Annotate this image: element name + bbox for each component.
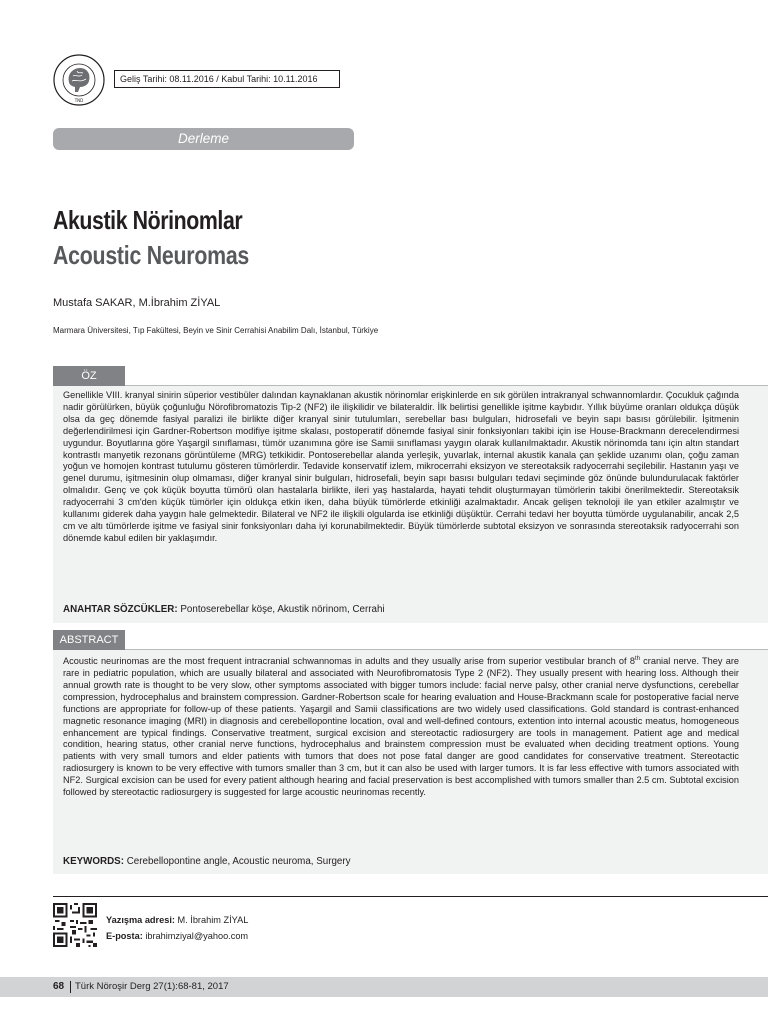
abstract-box	[53, 650, 768, 874]
divider	[53, 896, 768, 897]
abstract-keywords-value: Cerebellopontine angle, Acoustic neuroma, Surgery	[126, 856, 351, 867]
article-type-badge: Derleme	[53, 128, 354, 150]
society-logo	[53, 54, 105, 106]
email-value[interactable]: ibrahimziyal@yahoo.com	[145, 931, 249, 941]
oz-keywords	[63, 604, 385, 615]
oz-keywords-value: Pontoserebellar köşe, Akustik nörinom, Cerrahi	[180, 604, 385, 615]
address-value: M. İbrahim ZİYAL	[177, 915, 249, 925]
correspondence-address	[106, 912, 248, 928]
footer-separator	[70, 981, 71, 993]
oz-text: Genellikle VIII. kranyal sinirin süperior vestibüler dalından kaynaklanan akustik nörinomlar erişkinlerde en sık görülen intrakranyal schwannomlardır. Çocukluk çağında nadir görülürken, büyük çoğunluğu Nörofibromatozis Tip-2 (NF2) ile ilişkilidir ve bilateraldir. İlk belirtisi genellikle işitme kaybıdır. Yıllık büyüme oranları oldukça düşük olsa da geç dönemde fasiyal paralizi ile birlikte diğer kranyal sinir tutulumları, serebellar bası bulguları, hidrosefali ve beyin sapı basısı görülebilir. İşitmenin değerlendirilmesi için Gardner-Robertson modifiye işitme skalası, postoperatif dönemde fasiyal sinir fonksiyonları takibi için ise House-Brackmann derecelendirmesi uygundur. Boyutlarına göre Yaşargil sınıflaması, tümör uzanımına göre ise Samii sınıflaması yaygın olarak kullanılmaktadır. Akustik nörinomda tanı için altın standart kontrastlı manyetik rezonans görüntüleme (MRG) tetkikidir. Pontoserebellar alanda yerleşik, yuvarlak, internal akustik kanala çan şeklide uzanımı olan, çoğu zaman yoğun ve homojen kontrast tutulumu gösteren tümörlerdir. Tedavide konservatif izlem, mikrocerrahi eksizyon ve stereotaksik radyocerrahi seçilebilir. Hastanın yaşı ve genel durumu, işitmesinin olup olmaması, diğer kranyal sinir bulguları, hidrosefali, beyin sapı basısı bulguları tedavi seçiminde göz önünde bulundurulacak faktörler olmalıdır. Genç ve çok küçük boyutta tümörü olan hastalarla birlikte, ileri yaş hastalarda, hayati tehdit oluşturmayan tümörlerin takibi önerilmektedir. Stereotaksik radyocerrahi 3 cm'den küçük tümörler için oldukça etkin iken, daha büyük tümörlerde etkinliği azalmaktadır. Ancak gelişen teknoloji ile yan etkiler azalmıştır ve kullanımı giderek daha yaygın hale gelmektedir. Bilateral ve NF2 ile ilişkili olgularda ise etkinliği düşüktür. Cerrahi tedavi her boyutta tümörde uygulanabilir, ancak 2,5 cm ve altı tümörlerde işitme ve fasiyal sinir fonksiyonları daha iyi korunabilmektedir. Büyük tümörlerde subtotal eksizyon ve sonrasında stereotaksik radyocerrahi son dönemde kabul edilen bir yaklaşımdır.	[63, 390, 739, 543]
abstract-keywords	[63, 856, 351, 867]
abstract-text: Acoustic neurinomas are the most frequent intracranial schwannomas in adults and they usually arise from superior vestibular branch of 8th cranial nerve. They are rare in pediatric population, which are usually bilateral and associated with Neurofibromatosis Type 2 (NF2). They usually present with hearing loss. Although their annual growth rate is thought to be very slow, other symptoms associated with bigger tumors include: facial nerve palsy, other cranial nerve dysfunctions, cerebellar compression, hydrocephalus and brainstem compression. Gardner-Robertson scale for hearing evaluation and House-Brackmann scale for postoperative facial nerve functions are appropriate for follow-up of these patients. Yaşargil and Samii classifications are two widely used classifications. Gold standard is contrast-enhanced magnetic resonance imaging (MRI) in diagnosis and cerebellopontine location, oval and well-defined contours, extention into internal acoustic meatus, homogeneous enhancement are typical findings. Conservative treatment, surgical excision and stereotactic radiosurgery are tools in management. Patient age and medical condition, hearing status, other cranial nerve functions, hydrocephalus and brainstem compression must be evaluated when deciding treatment options. Young patients with very small tumors and elder patients with tumors that does not pose fatal danger are good candidates for conservative treatment. Stereotactic radiosurgery is known to be very effective with tumors smaller than 3 cm, but it can also be used with larger tumors. It is far less effective with tumors associated with NF2. Surgical excision can be used for every patient although hearing and facial preservation is best accomplished with tumors smaller than 2.5 cm. Subtotal excision followed by stereotactic radiosurgery is suggested for large acoustic neurinomas recently.	[63, 656, 739, 798]
affiliation: Marmara Üniversitesi, Tıp Fakültesi, Beyin ve Sinir Cerrahisi Anabilim Dalı, İstanbul, Türkiye	[53, 326, 379, 335]
page-footer	[0, 977, 768, 997]
article-title-english: Acoustic Neuromas	[53, 240, 250, 270]
qr-code[interactable]	[53, 903, 97, 947]
correspondence-email	[106, 928, 248, 944]
abstract-heading: ABSTRACT	[53, 630, 125, 650]
received-dates: Geliş Tarihi: 08.11.2016 / Kabul Tarihi: 10.11.2016	[114, 70, 340, 88]
journal-citation: Türk Nöroşir Derg 27(1):68-81, 2017	[75, 981, 229, 992]
page-number: 68	[53, 981, 65, 992]
address-label: Yazışma adresi:	[106, 915, 175, 925]
abstract-keywords-label: KEYWORDS:	[63, 856, 124, 867]
authors: Mustafa SAKAR, M.İbrahim ZİYAL	[53, 297, 221, 309]
svg-text:TND: TND	[74, 98, 84, 103]
email-label: E-posta:	[106, 931, 143, 941]
oz-section-header	[53, 366, 768, 386]
oz-heading: ÖZ	[53, 366, 125, 386]
article-title-turkish: Akustik Nörinomlar	[53, 205, 243, 235]
oz-keywords-label: ANAHTAR SÖZCÜKLER:	[63, 604, 178, 615]
oz-box	[53, 386, 768, 623]
abstract-section-header	[53, 630, 768, 650]
correspondence	[106, 912, 248, 944]
